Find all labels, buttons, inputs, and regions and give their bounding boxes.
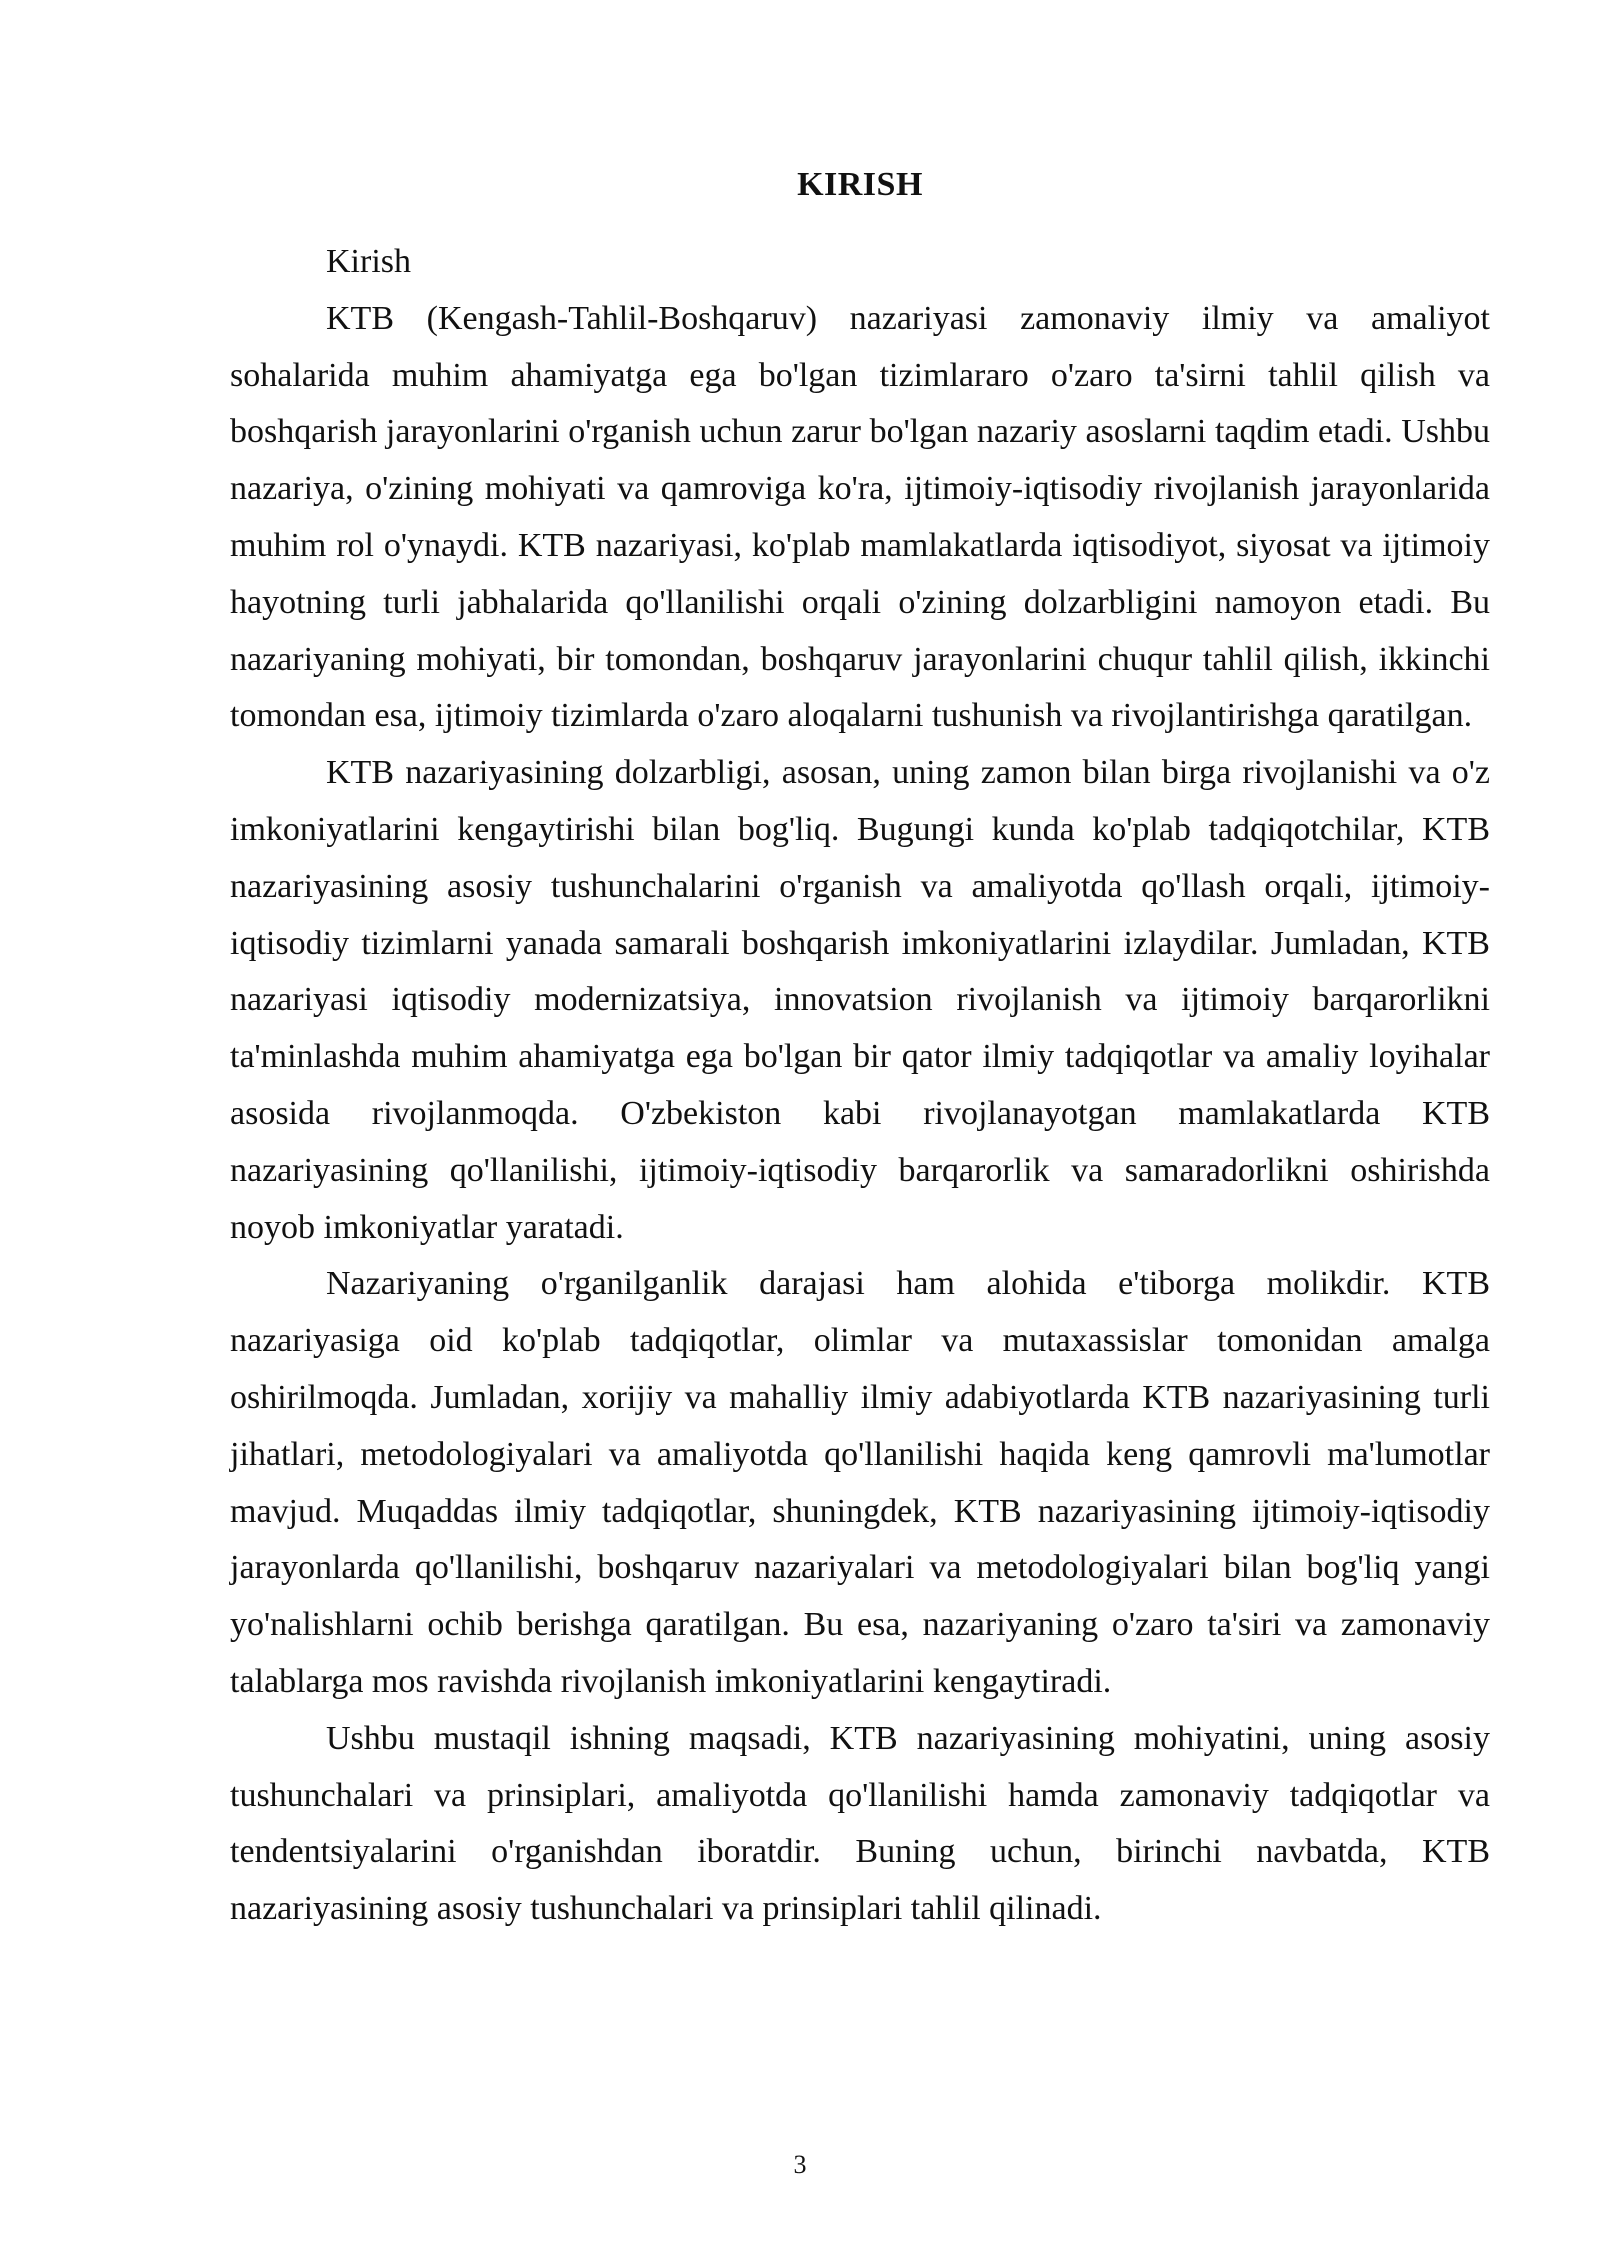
page-content — [230, 160, 1490, 1938]
body-paragraph-2: KTB nazariyasining dolzarbligi, asosan, uning zamon bilan birga rivojlanishi va o'z imkoniyatlarini kengaytirishi bilan bog'liq. Bugungi kunda ko'plab tadqiqotchilar, KTB nazariyasining asosiy tushunchalarini o'rganish va amaliyotda qo'llash orqali, ijtimoiy-iqtisodiy tizimlarni yanada samarali boshqarish imkoniyatlarini izlaydilar. Jumladan, KTB nazariyasi iqtisodiy modernizatsiya, innovatsion rivojlanish va ijtimoiy barqarorlikni ta'minlashda muhim ahamiyatga ega bo'lgan bir qator ilmiy tadqiqotlar va amaliy loyihalar asosida rivojlanmoqda. O'zbekiston kabi rivojlanayotgan mamlakatlarda KTB nazariyasining qo'llanilishi, ijtimoiy-iqtisodiy barqarorlik va samaradorlikni oshirishda noyob imkoniyatlar yaratadi. — [230, 754, 1490, 1246]
subheading-paragraph: Kirish — [326, 243, 411, 280]
body-paragraph-1: KTB (Kengash-Tahlil-Boshqaruv) nazariyasi zamonaviy ilmiy va amaliyot sohalarida muhim ahamiyatga ega bo'lgan tizimlararo o'zaro ta'sirni tahlil qilish va boshqarish jarayonlarini o'rganish uchun zarur bo'lgan nazariy asoslarni taqdim etadi. Ushbu nazariya, o'zining mohiyati va qamroviga ko'ra, ijtimoiy-iqtisodiy rivojlanish jarayonlarida muhim rol o'ynaydi. KTB nazariyasi, ko'plab mamlakatlarda iqtisodiyot, siyosat va ijtimoiy hayotning turli jabhalarida qo'llanilishi orqali o'zining dolzarbligini namoyon etadi. Bu nazariyaning mohiyati, bir tomondan, boshqaruv jarayonlarini chuqur tahlil qilish, ikkinchi tomondan esa, ijtimoiy tizimlarda o'zaro aloqalarni tushunish va rivojlantirishga qaratilgan. — [230, 299, 1490, 735]
page-number: 3 — [793, 2150, 807, 2179]
body-paragraph-4: Ushbu mustaqil ishning maqsadi, KTB nazariyasining mohiyatini, uning asosiy tushunchalari va prinsiplari, amaliyotda qo'llanilishi hamda zamonaviy tadqiqotlar va tendentsiyalarini o'rganishdan iboratdir. Buning uchun, birinchi navbatda, KTB nazariyasining asosiy tushunchalari va prinsiplari tahlil qilinadi. — [230, 1719, 1490, 1928]
body-paragraph-3: Nazariyaning o'rganilganlik darajasi ham alohida e'tiborga molikdir. KTB nazariyasiga oid ko'plab tadqiqotlar, olimlar va mutaxassislar tomonidan amalga oshirilmoqda. Jumladan, xorijiy va mahalliy ilmiy adabiyotlarda KTB nazariyasining turli jihatlari, metodologiyalari va amaliyotda qo'llanilishi haqida keng qamrovli ma'lumotlar mavjud. Muqaddas ilmiy tadqiqotlar, shuningdek, KTB nazariyasining ijtimoiy-iqtisodiy jarayonlarda qo'llanilishi, boshqaruv nazariyalari va metodologiyalari bilan bog'liq yangi yo'nalishlarni ochib berishga qaratilgan. Bu esa, nazariyaning o'zaro ta'siri va zamonaviy talablarga mos ravishda rivojlanish imkoniyatlarini kengaytiradi. — [230, 1265, 1490, 1700]
section-title: KIRISH — [797, 166, 923, 203]
